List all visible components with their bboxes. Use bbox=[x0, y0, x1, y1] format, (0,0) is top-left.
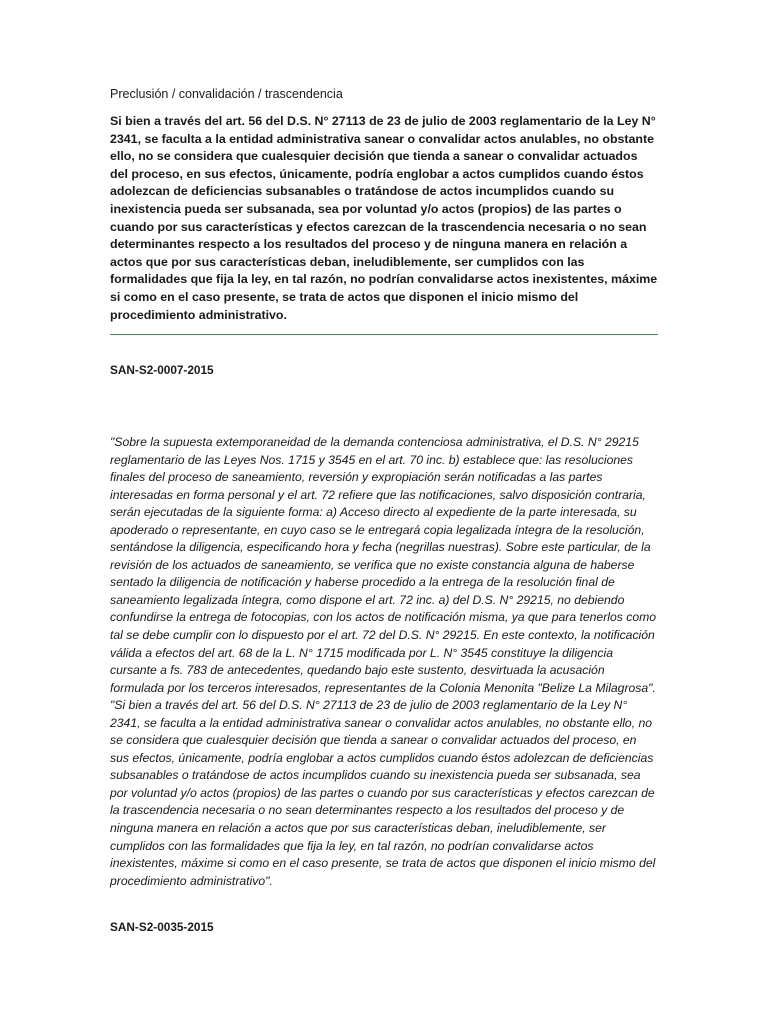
topic-heading: Preclusión / convalidación / trascendencia bbox=[110, 87, 343, 101]
section-divider bbox=[110, 334, 658, 335]
quoted-ruling: "Sobre la supuesta extemporaneidad de la demanda contenciosa administrativa, el D.S. N° 29215 reglamentario de las Leyes Nos. 1715 y 3545 en el art. 70 inc. b) establece que: las resoluciones finales del proceso de saneamiento, reversión y expropiación serán notificadas a las partes interesadas en forma personal y el art. 72 refiere que las notificaciones, salvo disposición contraria, serán ejecutadas de la siguiente forma: a) Acceso directo al expediente de la parte interesada, su apoderado o representante, en cuyo caso se le entregará copia legalizada íntegra de la resolución, sentándose la diligencia, especificando hora y fecha (negrillas nuestras). Sobre este particular, de la revisión de los actuados de saneamiento, se verifica que no existe constancia alguna de haberse sentado la diligencia de notificación y haberse procedido a la entrega de la resolución final de saneamiento legalizada íntegra, como dispone el art. 72 inc. a) del D.S. N° 29215, no debiendo confundirse la entrega de fotocopias, con los actos de notificación misma, ya que para tenerlos como tal se debe cumplir con lo dispuesto por el art. 72 del D.S. N° 29215. En este contexto, la notificación válida a efectos del art. 68 de la L. N° 1715 modificada por L. N° 3545 constituye la diligencia cursante a fs. 783 de antecedentes, quedando bajo este sustento, desvirtuada la acusación formulada por los terceros interesados, representantes de la Colonia Menonita "Belize La Milagrosa". "Si bien a través del art. 56 del D.S. N° 27113 de 23 de julio de 2003 reglamentario de la Ley N° 2341, se faculta a la entidad administrativa sanear o convalidar actos anulables, no obstante ello, no se considera que cualesquier decisión que tienda a sanear o convalidar actuados del proceso, en sus efectos, únicamente, podría englobar a actos cumplidos cuando éstos adolezcan de deficiencias subsanables o tratándose de actos incumplidos cuando su inexistencia pueda ser subsanada, sea por voluntad y/o actos (propios) de las partes o cuando por sus características y efectos carezcan de la trascendencia necesaria o no sean determinantes respecto a los resultados del proceso y de ninguna manera en relación a actos que por sus características deban, ineludiblemente, ser cumplidos con las formalidades que fija la ley, en tal razón, no podrían convalidarse actos inexistentes, máxime si como en el caso presente, se trata de actos que disponen el inicio mismo del procedimiento administrativo". bbox=[110, 435, 657, 888]
case-reference-2: SAN-S2-0035-2015 bbox=[110, 920, 214, 934]
case-reference-1: SAN-S2-0007-2015 bbox=[110, 363, 214, 377]
summary-paragraph: Si bien a través del art. 56 del D.S. N° 27113 de 23 de julio de 2003 reglamentario de la Ley N° 2341, se faculta a la entidad administrativa sanear o convalidar actos anulables, no obstante ello, no se considera que cualesquier decisión que tienda a sanear o convalidar actuados del proceso, en sus efectos, únicamente, podría englobar a actos cumplidos cuando éstos adolezcan de deficiencias subsanables o tratándose de actos incumplidos cuando su inexistencia pueda ser subsanada, sea por voluntad y/o actos (propios) de las partes o cuando por sus características y efectos carezcan de la trascendencia necesaria o no sean determinantes respecto a los resultados del proceso y de ninguna manera en relación a actos que por sus características deban, ineludiblemente, ser cumplidos con las formalidades que fija la ley, en tal razón, no podrían convalidarse actos inexistentes, máxime si como en el caso presente, se trata de actos que disponen el inicio mismo del procedimiento administrativo. bbox=[110, 114, 658, 322]
